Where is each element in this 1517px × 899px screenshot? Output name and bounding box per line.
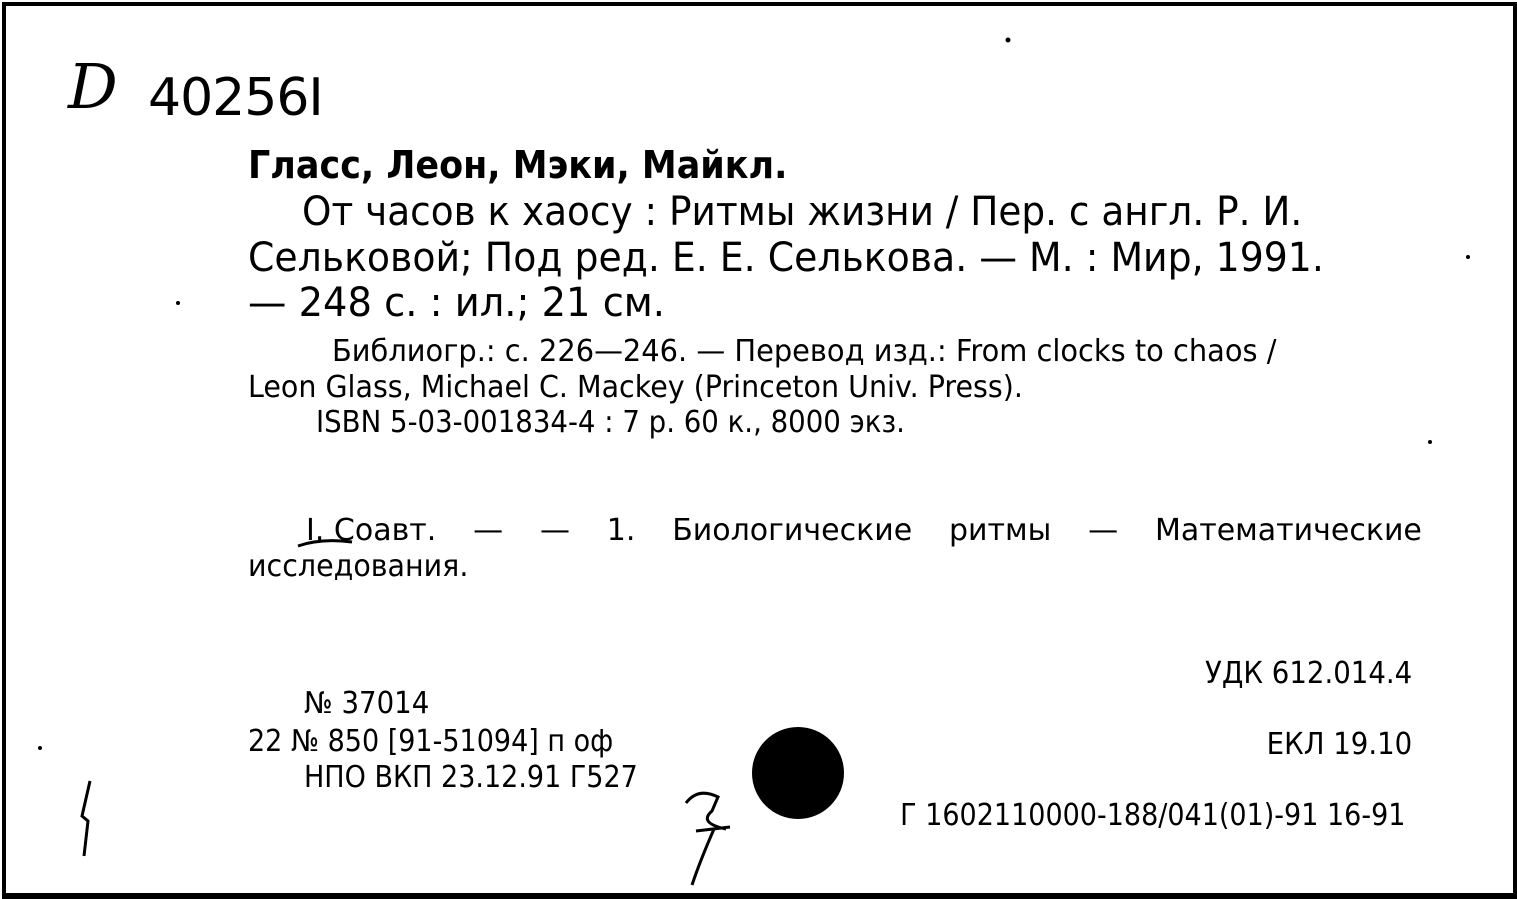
g-code: Г 1602110000-188/041(01)-91 16-91 <box>899 798 1405 833</box>
subject-part: — <box>539 513 570 548</box>
shelf-mark-number: 40256I <box>148 68 323 128</box>
subject-part: — <box>1088 513 1119 548</box>
ink-speck <box>1464 253 1474 263</box>
isbn-line: ISBN 5-03-001834-4 : 7 р. 60 к., 8000 экз. <box>316 405 905 440</box>
title-line: Сельковой; Под ред. Е. Е. Селькова. — М. : Мир, 1991. <box>248 235 1324 281</box>
handwritten-seven <box>678 781 748 891</box>
translation-note: Leon Glass, Michael C. Mackey (Princeton Univ. Press). <box>248 370 1023 405</box>
subject-part: Биологические <box>672 513 913 548</box>
printer-line: НПО ВКП 23.12.91 Г527 <box>304 760 638 795</box>
bibliography-note: Библиогр.: с. 226—246. — Перевод изд.: From clocks to chaos / <box>332 334 1277 369</box>
shelf-mark-letter: D <box>68 50 118 123</box>
title-line: — 248 с. : ил.; 21 см. <box>248 280 665 326</box>
ekl-code: ЕКЛ 19.10 <box>1266 727 1412 762</box>
ink-speck <box>174 299 184 309</box>
order-line: 22 № 850 [91-51094] п оф <box>248 724 614 759</box>
subject-headings <box>306 513 1422 548</box>
underline-mark <box>296 534 356 554</box>
udk-code: УДК 612.014.4 <box>1204 656 1412 691</box>
catalog-card <box>2 2 1517 899</box>
subject-heading-continued: исследования. <box>248 549 469 584</box>
subject-part: 1. <box>606 513 636 548</box>
ink-speck <box>1004 36 1014 46</box>
authors-heading: Гласс, Леон, Мэки, Майкл. <box>248 143 788 187</box>
subject-part: ритмы <box>948 513 1052 548</box>
subject-part: I. Соавт. <box>306 513 437 548</box>
ink-speck <box>36 744 46 754</box>
title-line: От часов к хаосу : Ритмы жизни / Пер. с англ. Р. И. <box>302 189 1303 235</box>
subject-part: — <box>473 513 504 548</box>
subject-part: Математические <box>1154 513 1422 548</box>
record-number: № 37014 <box>304 686 430 721</box>
pencil-stroke-left <box>72 776 102 866</box>
punch-hole <box>752 727 844 819</box>
ink-speck <box>1426 438 1436 448</box>
